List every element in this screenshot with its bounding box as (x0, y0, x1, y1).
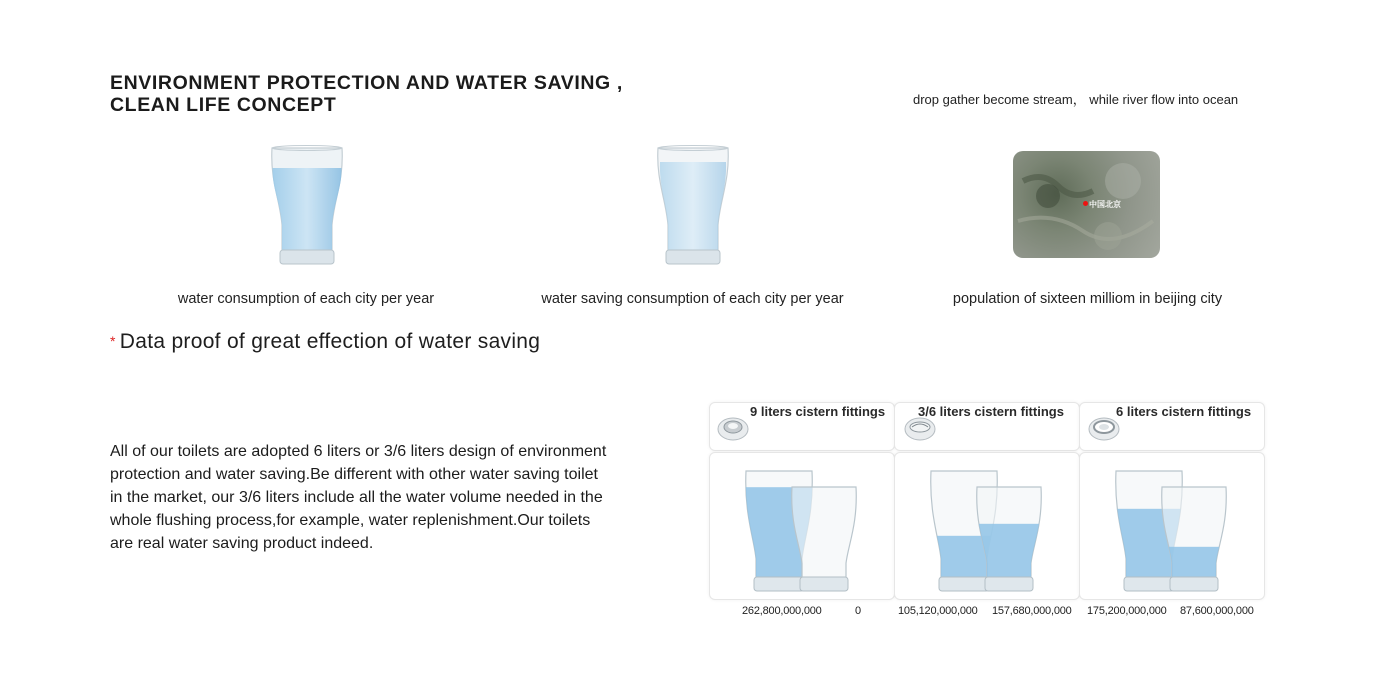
glass-pair-graphic (895, 453, 1079, 599)
caption-water-saving: water saving consumption of each city per year (541, 291, 844, 307)
value-a: 262,800,000,000 (742, 605, 822, 617)
subheading-text: Data proof of great effection of water saving (119, 330, 541, 353)
fitting-card-3-6l (894, 402, 1080, 451)
bullet-star-icon: * (110, 333, 116, 349)
value-a: 105,120,000,000 (898, 605, 978, 617)
section-subheading (110, 330, 540, 354)
fitting-card-6l (1079, 402, 1265, 451)
comparison-panel (709, 452, 895, 600)
value-b: 157,680,000,000 (992, 605, 1072, 617)
value-b: 0 (855, 605, 861, 617)
fitting-label: 9 liters cistern fittings (750, 404, 886, 419)
tagline: drop gather become stream， while river flow into ocean (913, 92, 1239, 107)
description-paragraph: All of our toilets are adopted 6 liters or 3/6 liters design of environment protection and water saving.Be different with other water saving toilet in the market, our 3/6 liters include all the water volume needed in the whole flushing process,for example, water replenishment.Our toilets are real water saving product indeed. (110, 443, 607, 552)
glass-b (792, 487, 857, 591)
fitting-label: 6 liters cistern fittings (1116, 404, 1252, 419)
full-glass-image (262, 140, 352, 275)
map-location-label: 中国北京 (1089, 200, 1121, 209)
title-line-1: ENVIRONMENT PROTECTION AND WATER SAVING , (110, 72, 623, 94)
location-marker-icon (1083, 201, 1088, 206)
glass-pair-graphic (1080, 453, 1264, 599)
beijing-satellite-map (1013, 151, 1160, 258)
caption-water-consumption: water consumption of each city per year (177, 291, 435, 307)
page-title (110, 72, 623, 116)
fitting-card-9l (709, 402, 895, 451)
value-a: 175,200,000,000 (1087, 605, 1167, 617)
cistern-fitting-icon (716, 411, 750, 443)
value-b: 87,600,000,000 (1180, 605, 1254, 617)
saving-glass-image (648, 140, 738, 275)
comparison-panel (1079, 452, 1265, 600)
caption-population: population of sixteen milliom in beijing city (952, 291, 1223, 307)
fitting-label: 3/6 liters cistern fittings (918, 404, 1064, 419)
glass-pair-graphic (710, 453, 894, 599)
comparison-panel (894, 452, 1080, 600)
title-line-2: CLEAN LIFE CONCEPT (110, 94, 337, 116)
